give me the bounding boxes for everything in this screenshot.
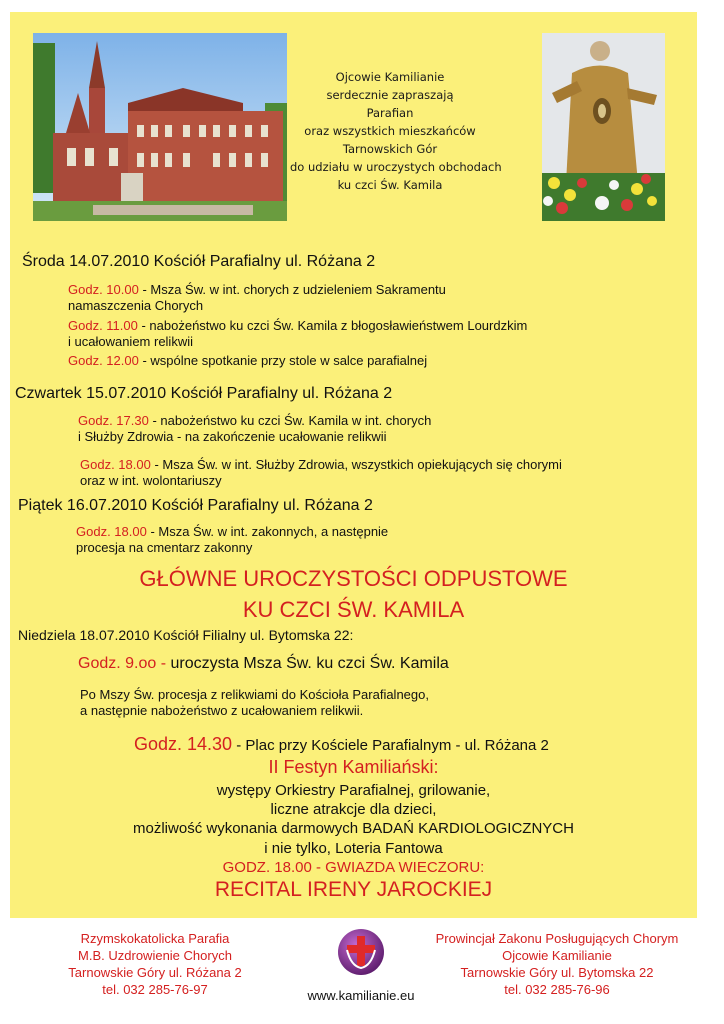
schedule-item bbox=[80, 457, 562, 489]
intro-text bbox=[290, 68, 502, 194]
festyn-line: liczne atrakcje dla dzieci, bbox=[270, 801, 437, 818]
contact-line: tel. 032 285-76-96 bbox=[504, 982, 610, 997]
description: i Służby Zdrowia - na zakończenie ucałowanie relikwii bbox=[78, 429, 387, 444]
description: namaszczenia Chorych bbox=[68, 298, 204, 313]
time: Godz. 14.30 bbox=[134, 734, 233, 754]
parish-contact bbox=[40, 930, 270, 998]
schedule-item bbox=[68, 282, 446, 314]
description: oraz w int. wolontariuszy bbox=[80, 473, 222, 488]
recital-heading: RECITAL IRENY JAROCKIEJ bbox=[214, 878, 493, 901]
time: Godz. 9.oo - bbox=[78, 655, 167, 672]
intro-line: Tarnowskich Gór bbox=[342, 142, 438, 156]
main-heading-line1: GŁÓWNE UROCZYSTOŚCI ODPUSTOWE bbox=[139, 566, 568, 591]
schedule-item bbox=[68, 318, 527, 350]
schedule-item bbox=[76, 524, 388, 556]
description: uroczysta Msza Św. ku czci Św. Kamila bbox=[166, 655, 449, 672]
time: Godz. 11.00 bbox=[68, 318, 138, 333]
description: - Plac przy Kościele Parafialnym - ul. Różana 2 bbox=[232, 737, 549, 754]
website-link[interactable]: www.kamilianie.eu bbox=[307, 988, 415, 1003]
wednesday-heading: Środa 14.07.2010 Kościół Parafialny ul. Różana 2 bbox=[22, 253, 376, 270]
contact-line: Tarnowskie Góry ul. Różana 2 bbox=[68, 965, 242, 980]
description: - wspólne spotkanie przy stole w salce parafialnej bbox=[138, 353, 428, 368]
time: Godz. 18.00 bbox=[76, 524, 147, 539]
kamilianie-logo bbox=[337, 928, 385, 976]
contact-line: Ojcowie Kamilianie bbox=[502, 948, 612, 963]
schedule-item bbox=[78, 655, 449, 673]
description: a następnie nabożeństwo z ucałowaniem relikwii. bbox=[80, 703, 364, 718]
description: i ucałowaniem relikwii bbox=[68, 334, 193, 349]
procession-info bbox=[80, 687, 429, 719]
schedule-item bbox=[78, 413, 431, 445]
time: Godz. 12.00 bbox=[68, 353, 139, 368]
intro-line: serdecznie zapraszają bbox=[326, 88, 454, 102]
description: Po Mszy Św. procesja z relikwiami do Kościoła Parafialnego, bbox=[80, 687, 429, 702]
festyn-line: i nie tylko, Loteria Fantowa bbox=[264, 840, 443, 857]
contact-line: Tarnowskie Góry ul. Bytomska 22 bbox=[460, 965, 654, 980]
friday-heading: Piątek 16.07.2010 Kościół Parafialny ul. Różana 2 bbox=[18, 497, 373, 514]
description: - nabożeństwo ku czci Św. Kamila z błogosławieństwem Lourdzkim bbox=[137, 318, 528, 333]
evening-star-heading: GODZ. 18.00 - GWIAZDA WIECZORU: bbox=[222, 859, 485, 876]
intro-line: ku czci Św. Kamila bbox=[337, 178, 443, 192]
time: Godz. 17.30 bbox=[78, 413, 149, 428]
intro-line: Parafian bbox=[366, 106, 414, 120]
description: - Msza Św. w int. Służby Zdrowia, wszystkich opiekujących się chorymi bbox=[150, 457, 562, 472]
festyn-title: II Festyn Kamiliański: bbox=[268, 757, 439, 777]
contact-line: Rzymskokatolicka Parafia bbox=[80, 931, 230, 946]
time: Godz. 18.00 bbox=[80, 457, 151, 472]
main-heading-line2: KU CZCI ŚW. KAMILA bbox=[242, 597, 465, 622]
contact-line: M.B. Uzdrowienie Chorych bbox=[78, 948, 232, 963]
church-photo bbox=[33, 33, 287, 221]
festyn-line: występy Orkiestry Parafialnej, grilowanie, bbox=[216, 782, 491, 799]
description: procesja na cmentarz zakonny bbox=[76, 540, 253, 555]
province-contact bbox=[402, 930, 712, 998]
contact-line: tel. 032 285-76-97 bbox=[102, 982, 208, 997]
sunday-heading: Niedziela 18.07.2010 Kościół Filialny ul. Bytomska 22: bbox=[18, 627, 354, 643]
description: - nabożeństwo ku czci Św. Kamila w int. chorych bbox=[148, 413, 432, 428]
description: - Msza Św. w int. chorych z udzieleniem Sakramentu bbox=[138, 282, 446, 297]
thursday-heading: Czwartek 15.07.2010 Kościół Parafialny ul. Różana 2 bbox=[15, 385, 393, 402]
description: - Msza Św. w int. zakonnych, a następnie bbox=[146, 524, 389, 539]
schedule-item bbox=[134, 734, 549, 755]
intro-line: oraz wszystkich mieszkańców bbox=[304, 124, 476, 138]
schedule-item bbox=[68, 353, 427, 369]
saint-statue-photo bbox=[542, 33, 665, 221]
intro-line: do udziału w uroczystych obchodach bbox=[290, 160, 502, 174]
time: Godz. 10.00 bbox=[68, 282, 139, 297]
festyn-line: możliwość wykonania darmowych BADAŃ KARDIOLOGICZNYCH bbox=[133, 820, 574, 837]
contact-line: Prowincjał Zakonu Posługujących Chorym bbox=[435, 931, 679, 946]
intro-line: Ojcowie Kamilianie bbox=[335, 70, 445, 84]
